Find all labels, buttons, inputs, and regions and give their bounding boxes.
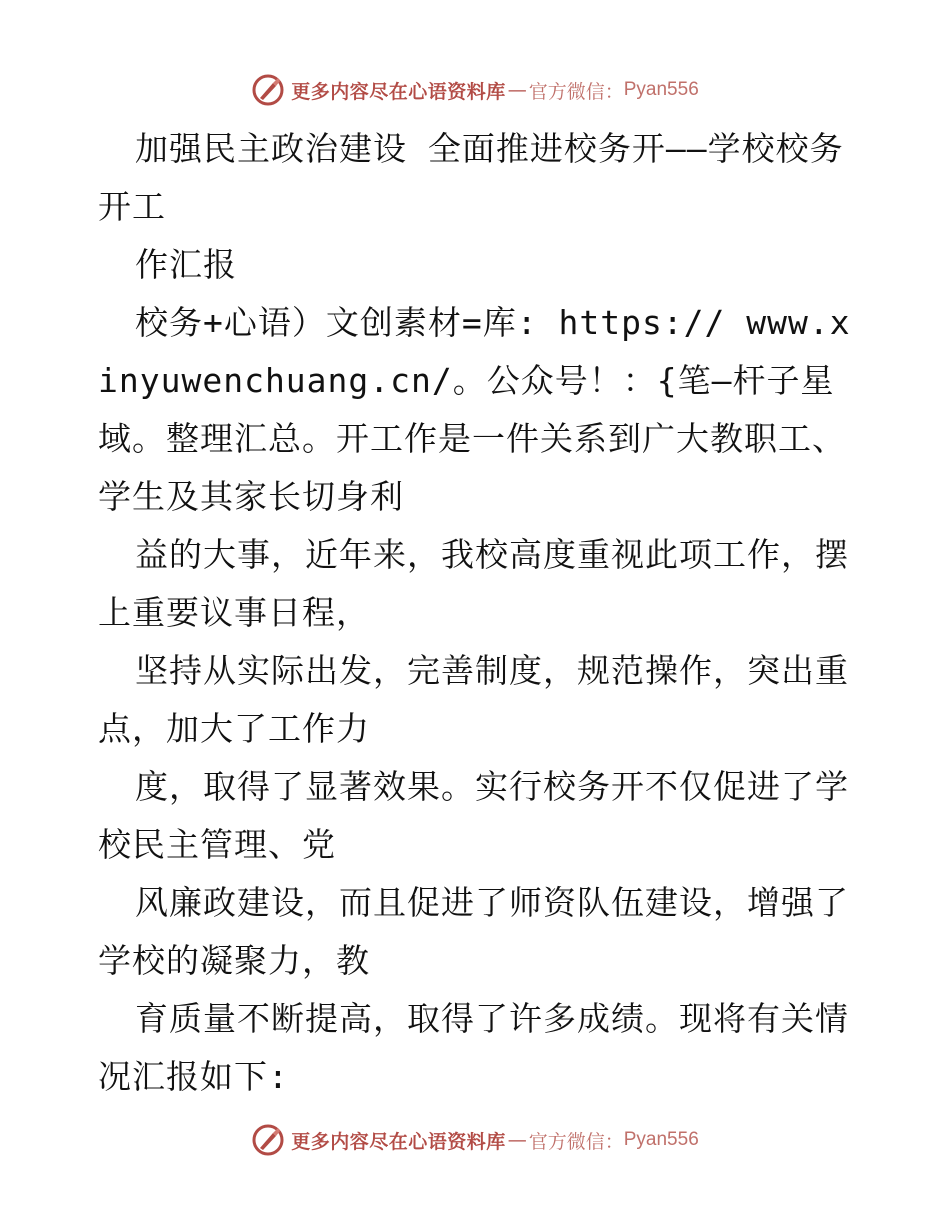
footer-watermark-banner [0,1120,950,1160]
paragraph-source-note: 校务+心语）文创素材=库: https:// www.xinyuwenchuang.cn/。公众号！：{笔—杆子星域。整理汇总。开工作是一件关系到广大教职工、学生及其家长切身利 [98,303,851,516]
paragraph-title: 加强民主政治建设 全面推进校务开——学校校务开工 [98,129,844,226]
banner-contact-label: 官方微信： [528,1130,624,1153]
paragraph-body-2: 坚持从实际出发，完善制度，规范操作，突出重点，加大了工作力 [98,651,849,748]
banner-brand-text: 更多内容尽在心语资料库 [291,80,506,103]
banner-dash: — [507,1129,527,1151]
banner-dash: — [507,79,527,101]
banner-wechat-handle: Pyan556 [623,1129,699,1150]
paragraph-body-4: 风廉政建设，而且促进了师资队伍建设，增强了学校的凝聚力，教 [98,883,849,980]
paragraph-body-5: 育质量不断提高，取得了许多成绩。现将有关情况汇报如下: [98,999,849,1096]
document-body [98,120,858,1106]
header-watermark-banner [0,70,950,110]
banner-wechat-handle: Pyan556 [623,79,699,100]
paragraph-title-continued: 作汇报 [135,245,237,284]
paragraph-body-1: 益的大事，近年来，我校高度重视此项工作，摆上重要议事日程， [98,535,849,632]
paragraph-body-3: 度，取得了显著效果。实行校务开不仅促进了学校民主管理、党 [98,767,849,864]
quill-logo-icon [251,1123,285,1157]
banner-contact-label: 官方微信： [528,80,624,103]
banner-brand-text: 更多内容尽在心语资料库 [291,1130,506,1153]
quill-logo-icon [251,73,285,107]
